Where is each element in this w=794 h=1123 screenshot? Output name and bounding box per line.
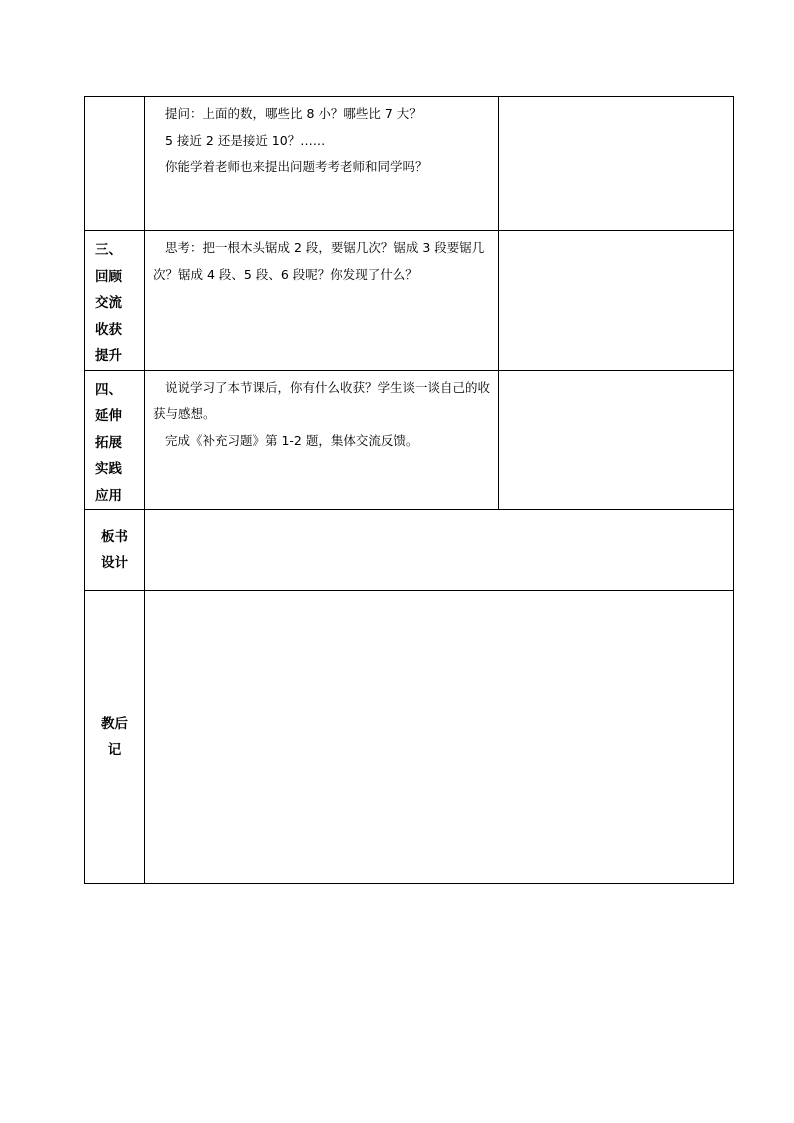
section-label-line: 回顾 (95, 268, 122, 285)
label-cell-empty (85, 97, 145, 231)
section-label-line: 应用 (95, 487, 122, 504)
label-cell-reflection (85, 591, 145, 884)
section-label-line: 四、 (95, 381, 122, 398)
content-line: 你能学着老师也来提出问题考考老师和同学吗？ (165, 159, 428, 174)
label-cell-board-design (85, 510, 145, 591)
section-label-line: 三、 (95, 242, 122, 258)
content-line: 5 接近 2 还是接近 10？…… (165, 132, 326, 148)
content-cell-extension (145, 370, 499, 510)
section-label-line: 延伸 (95, 408, 122, 424)
content-line: 思考：把一根木头锯成 2 段，要锯几次？锯成 3 段要锯几次？锯成 4 段、5 段、6 段呢？你发现了什么？ (153, 240, 485, 282)
notes-cell (499, 370, 734, 510)
content-cell-questions (145, 97, 499, 231)
table-row-extension (85, 370, 734, 510)
content-cell-reflection (145, 591, 734, 884)
section-label-line: 实践 (95, 461, 122, 477)
label-cell-extension (85, 370, 145, 510)
lesson-plan-table (84, 96, 734, 884)
content-line: 提问：上面的数，哪些比 8 小？哪些比 7 大？ (165, 106, 422, 121)
table-row-review (85, 231, 734, 371)
label-cell-review (85, 231, 145, 371)
section-label-line: 板书 (101, 528, 128, 545)
notes-cell (499, 97, 734, 231)
content-cell-review (145, 231, 499, 371)
table-row-questions (85, 97, 734, 231)
table-row-reflection (85, 591, 734, 884)
content-line: 完成《补充习题》第 1-2 题，集体交流反馈。 (165, 432, 419, 448)
section-label-line: 设计 (101, 555, 128, 571)
section-label-line: 提升 (95, 348, 122, 364)
section-label-line: 交流 (95, 295, 122, 311)
section-label-line: 记 (107, 742, 122, 758)
content-cell-board-design (145, 510, 734, 591)
table-row-board-design (85, 510, 734, 591)
content-line: 说说学习了本节课后，你有什么收获？学生谈一谈自己的收获与感想。 (153, 379, 491, 421)
section-label-line: 教后 (101, 715, 128, 732)
notes-cell (499, 231, 734, 371)
section-label-line: 收获 (95, 321, 122, 338)
section-label-line: 拓展 (95, 434, 122, 451)
